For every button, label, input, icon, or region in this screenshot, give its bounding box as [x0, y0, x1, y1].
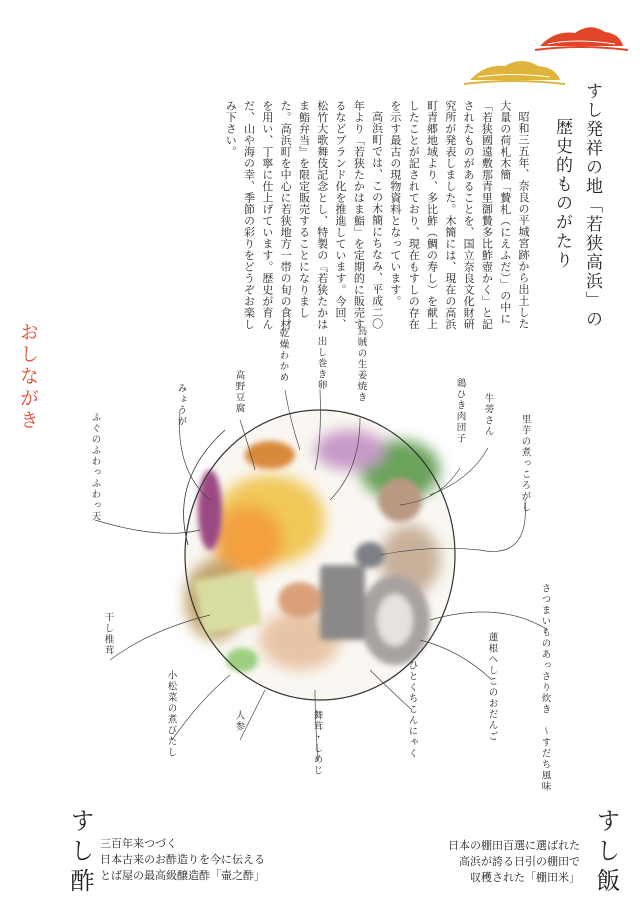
menu-item: ふぐのふわっふわっ天: [89, 412, 101, 522]
page-subtitle: 歴史的ものがたり: [552, 118, 572, 270]
menu-item: さつまいものあっさり炊き 〜すだち風味: [539, 583, 551, 792]
menu-item: 鶏ひき肉団子: [454, 378, 466, 444]
menu-item: 人参: [233, 710, 245, 732]
menu-item: みょうが: [175, 383, 187, 427]
page-title: すし発祥の地「若狭高浜」の: [582, 82, 602, 329]
sushi-vinegar-heading: すし酢: [66, 808, 94, 898]
rice-line: 日本の棚田百選に選ばれた: [448, 839, 580, 852]
menu-item: 牛蒡さん: [482, 393, 494, 437]
menu-item: 出し巻き卵: [315, 336, 327, 391]
vinegar-line: とば屋の最高級醸造酢「壷之酢」: [100, 869, 265, 882]
vinegar-line: 三百年来つづく: [100, 837, 177, 850]
history-paragraph: 昭和三五年、奈良の平城宮跡から出土した大量の荷札木簡「贄札（にえふだ）」の中に「若狭國遠敷那青里御贄多比鮓壺かく」と記されたものがあることを、国立奈良文化財研究所が発表しました。木簡には、現在の高浜町青郷地域より、多比鮓（鯛の寿し）を献上したことが記されており、現在もすしの存在を示す最古の現物資料となっています。: [388, 100, 530, 330]
pine-red-icon: [535, 27, 628, 50]
menu-item: 舞茸・しめじ: [311, 710, 323, 776]
sushi-rice-heading: すし飯: [592, 808, 620, 898]
menu-item: 烏賊の生姜焼き: [355, 326, 367, 403]
menu-item: ひとくちこんにゃく: [406, 660, 418, 759]
rice-line: 高浜が誇る日引の棚田で: [459, 855, 580, 868]
history-text: [221, 100, 532, 332]
menu-item: 蓮根へしこのおだんご: [486, 632, 498, 742]
menu-item: 高野豆腐: [233, 370, 245, 414]
menu-item: 小松菜の煮びたし: [165, 670, 177, 758]
menu-item: 里芋の煮っころがし: [519, 414, 531, 513]
history-paragraph: 高浜町では、この木簡にちなみ、平成二〇年より「若狭たかはま鮨」を定期的に販売するなどブランド化を推進しています。今回、松竹大歌舞伎記念とし、特製の『若狭たかはま鮨弁当』を限定販売することになりました。高浜町を中心に若狭地方一帯の旬の食材を用い、丁寧に仕上げています。歴史が育んだ、山や海の幸、季節の彩りをどうぞお楽しみ下さい。: [224, 100, 384, 330]
menu-item: 乾燥わかめ: [277, 328, 289, 383]
menu-heading: おしながき: [17, 322, 39, 432]
bento-illustration: [184, 410, 455, 700]
vinegar-description: [100, 836, 265, 884]
rice-line: 収穫された「棚田米」: [470, 871, 580, 884]
vinegar-line: 日本古来のお酢造りを今に伝える: [100, 853, 265, 866]
menu-item: 干し椎茸: [102, 612, 114, 656]
rice-description: [448, 838, 580, 886]
pine-gold-icon: [464, 61, 565, 84]
